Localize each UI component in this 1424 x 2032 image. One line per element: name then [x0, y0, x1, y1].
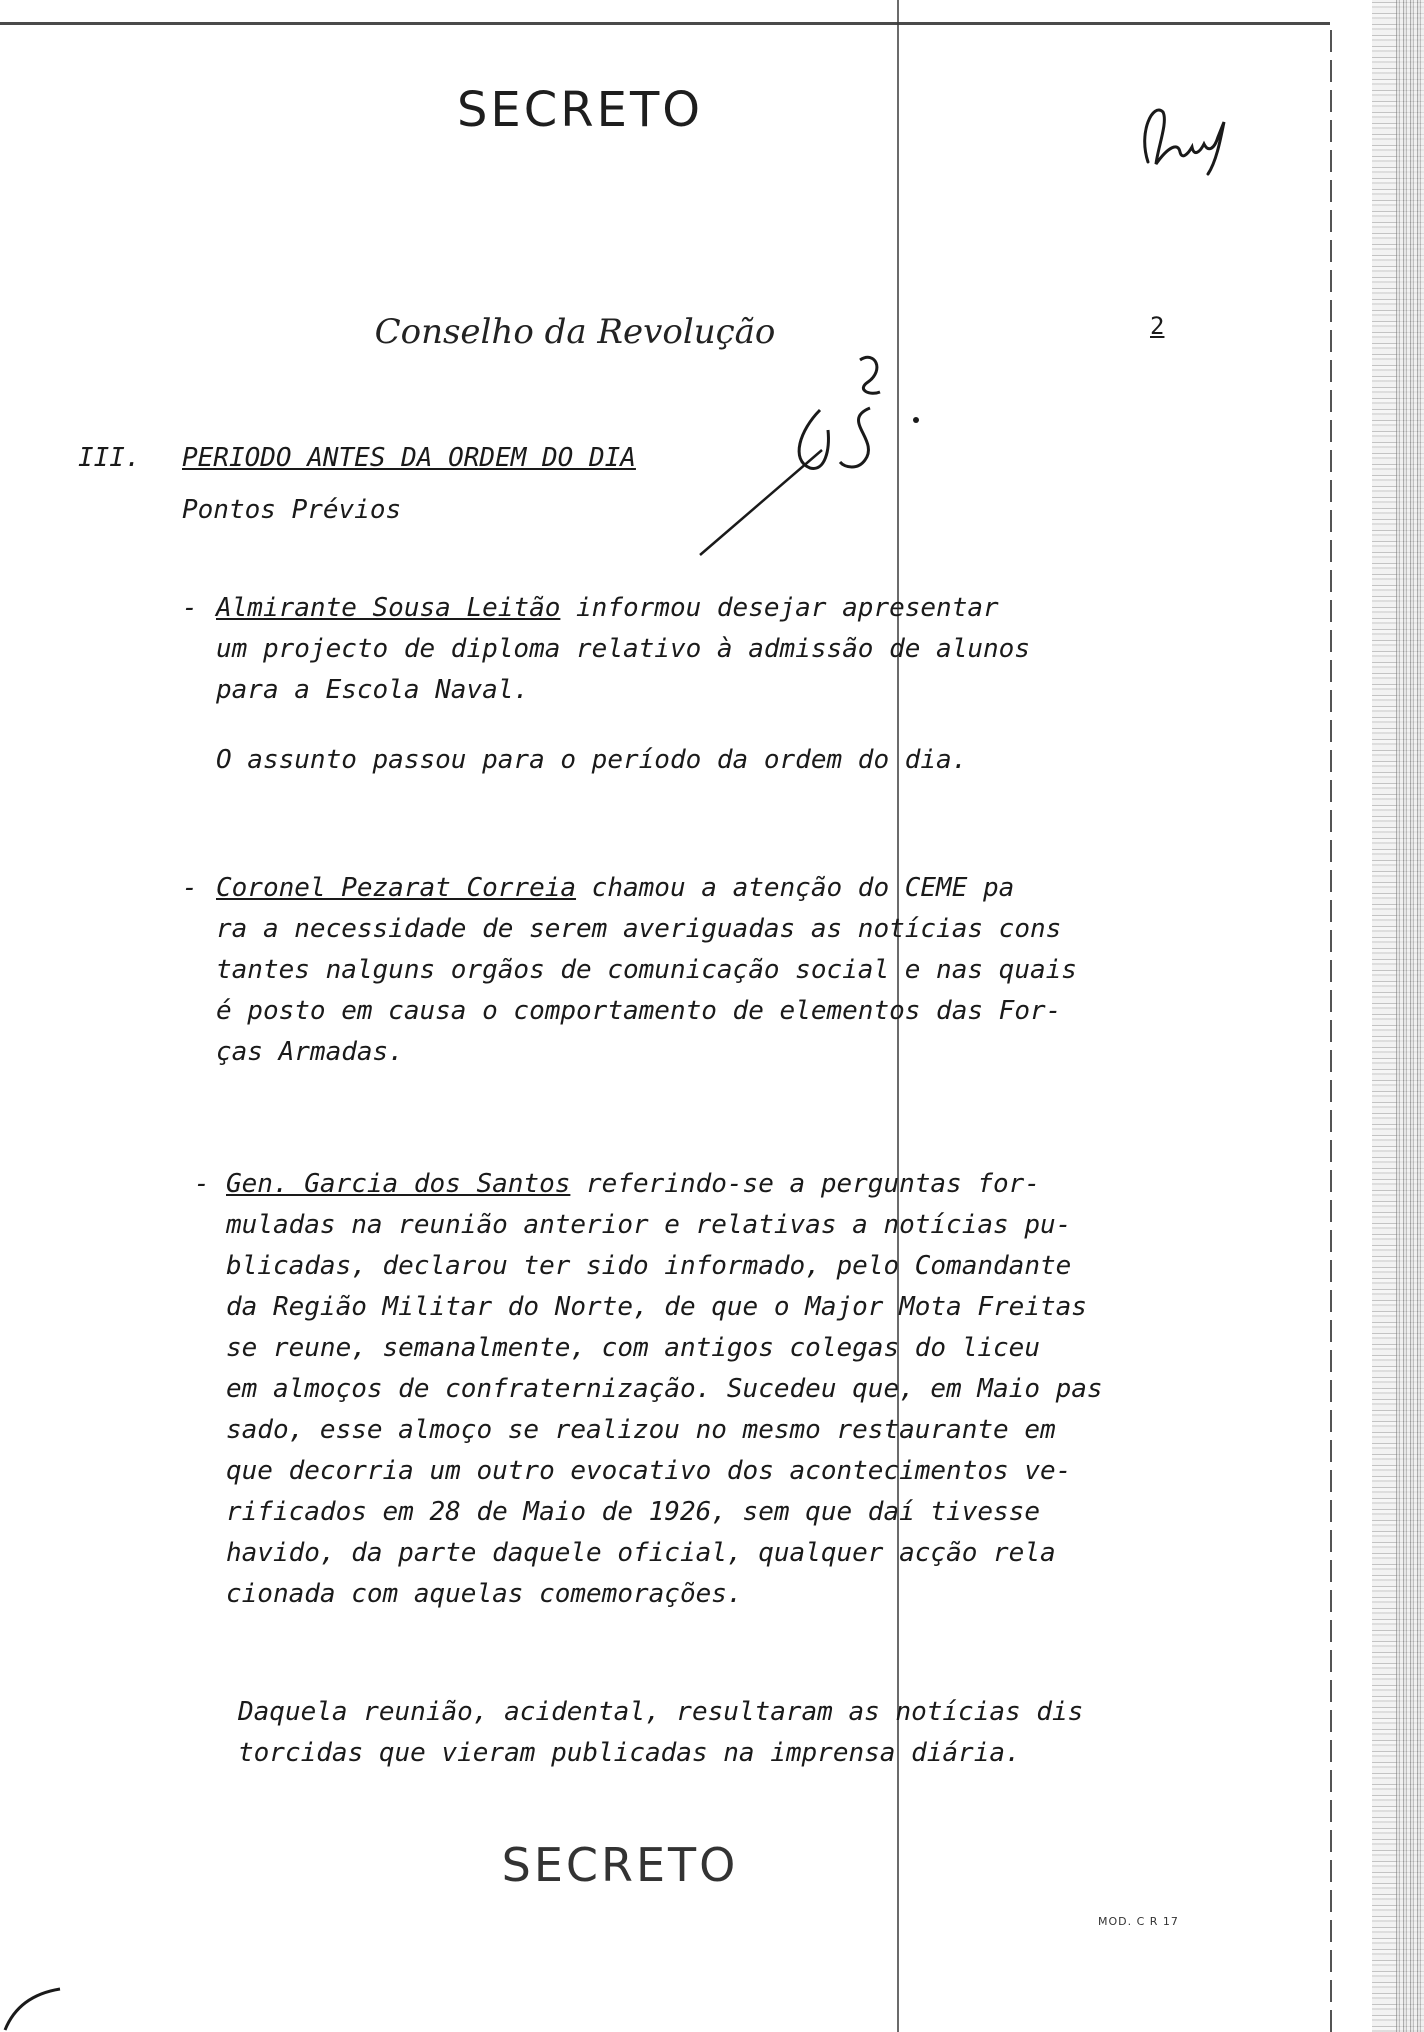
speaker-name: Coronel Pezarat Correia — [216, 873, 577, 903]
item-line: muladas na reunião anterior e relativas a notícias pu- — [226, 1210, 1072, 1240]
item-line: um projecto de diploma relativo à admissão de alunos — [216, 634, 1030, 664]
item-line: informou desejar apresentar — [560, 593, 999, 623]
section-number: III. — [78, 443, 141, 473]
item-general — [226, 1164, 1126, 1615]
handwritten-initials-icon — [1128, 92, 1238, 182]
followup-line: O assunto passou para o período da ordem do dia. — [216, 745, 968, 775]
item-line: rificados em 28 de Maio de 1926, sem que daí tivesse — [226, 1497, 1040, 1527]
scan-right-border — [1330, 30, 1332, 2032]
secret-stamp-bottom: SECRETO — [501, 1838, 739, 1892]
followup-line: torcidas que vieram publicadas na imprensa diária. — [238, 1738, 1021, 1768]
item-line: para a Escola Naval. — [216, 675, 530, 705]
item-almirante — [216, 588, 1116, 711]
item-line: chamou a atenção do CEME pa — [576, 873, 1015, 903]
section-subheading: Pontos Prévios — [182, 495, 402, 525]
item-dash: - — [182, 873, 198, 903]
item-line: havido, da parte daquele oficial, qualquer acção rela — [226, 1538, 1056, 1568]
item-line: ças Armadas. — [216, 1037, 404, 1067]
item-line: cionada com aquelas comemorações. — [226, 1579, 743, 1609]
item-followup — [216, 740, 1116, 781]
scan-corner-mark-icon — [0, 1985, 70, 2032]
form-code: MOD. C R 17 — [1098, 1915, 1179, 1928]
item-coronel — [216, 868, 1116, 1073]
speaker-name: Almirante Sousa Leitão — [216, 593, 561, 623]
item-dash: - — [182, 593, 198, 623]
scan-top-rule — [0, 22, 1330, 25]
item-line: referindo-se a perguntas for- — [570, 1169, 1040, 1199]
item-line: sado, esse almoço se realizou no mesmo restaurante em — [226, 1415, 1056, 1445]
item-line: em almoços de confraternização. Sucedeu que, em Maio pas — [226, 1374, 1103, 1404]
scan-edge-noise-dark — [1396, 0, 1424, 2032]
handwritten-marks-icon — [680, 350, 940, 560]
page-number: 2 — [1150, 312, 1165, 340]
speaker-name: Gen. Garcia dos Santos — [226, 1169, 571, 1199]
item-line: se reune, semanalmente, com antigos colegas do liceu — [226, 1333, 1040, 1363]
item-line: da Região Militar do Norte, de que o Major Mota Freitas — [226, 1292, 1087, 1322]
item-line: tantes nalguns orgãos de comunicação social e nas quais — [216, 955, 1077, 985]
item-line: ra a necessidade de serem averiguadas as notícias cons — [216, 914, 1062, 944]
section-title: PERIODO ANTES DA ORDEM DO DIA — [182, 443, 636, 473]
item-line: blicadas, declarou ter sido informado, pelo Comandante — [226, 1251, 1072, 1281]
item-followup — [238, 1692, 1138, 1774]
item-line: é posto em causa o comportamento de elementos das For- — [216, 996, 1062, 1026]
council-heading: Conselho da Revolução — [374, 312, 776, 352]
secret-stamp-top: SECRETO — [456, 82, 704, 138]
item-dash: - — [194, 1169, 210, 1199]
item-line: que decorria um outro evocativo dos acontecimentos ve- — [226, 1456, 1072, 1486]
followup-line: Daquela reunião, acidental, resultaram as notícias dis — [238, 1697, 1084, 1727]
